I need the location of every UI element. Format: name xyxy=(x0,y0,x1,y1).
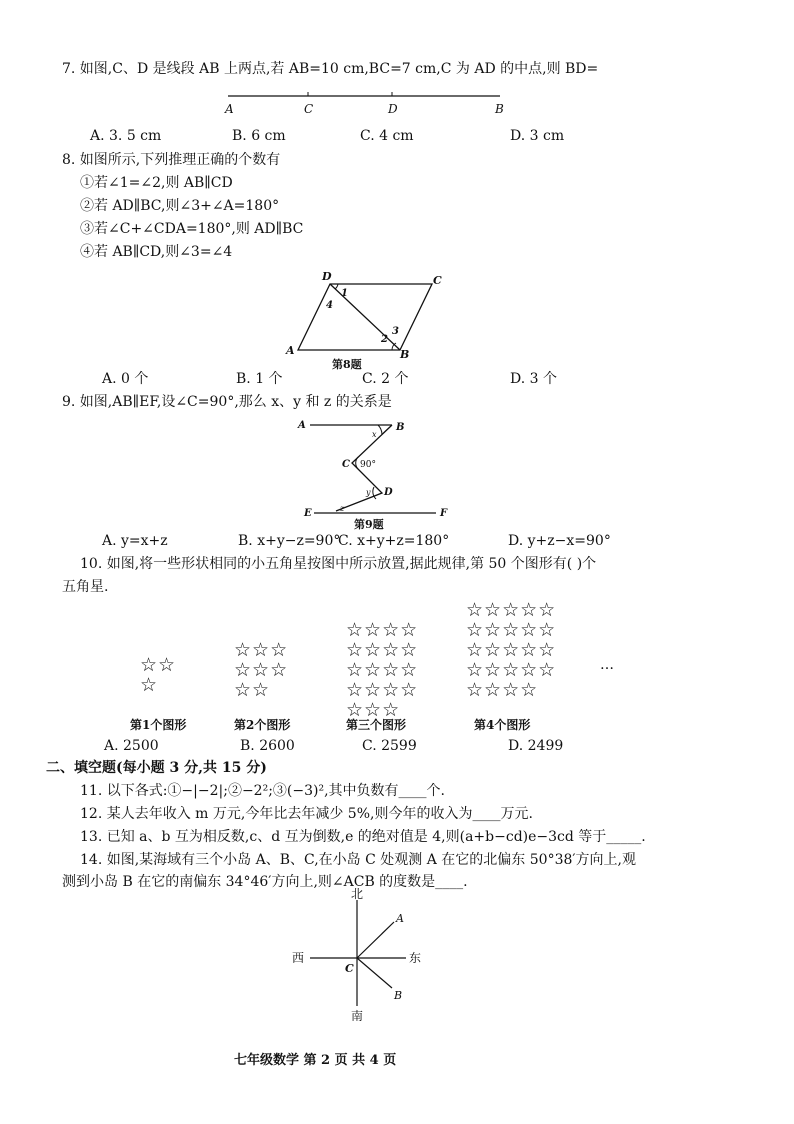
q12: 12. 某人去年收入 m 万元,今年比去年减少 5%,则今年的收入为____万元. xyxy=(80,806,533,822)
q10-caption-4: 第4个图形 xyxy=(474,718,531,732)
q8-label-d: D xyxy=(322,270,332,283)
q7-option-c: C. 4 cm xyxy=(360,128,414,144)
q10-option-a: A. 2500 xyxy=(104,738,159,754)
q10-caption-1: 第1个图形 xyxy=(130,718,187,732)
q8-label-b: B xyxy=(400,348,410,361)
q14-compass-figure xyxy=(282,888,442,1028)
q7-stem: 7. 如图,C、D 是线段 AB 上两点,若 AB=10 cm,BC=7 cm,C 为 AD 的中点,则 BD= xyxy=(62,61,599,77)
q8-caption: 第8题 xyxy=(332,358,362,371)
q9-option-d: D. y+z−x=90° xyxy=(508,533,611,549)
q10-ellipsis: … xyxy=(600,657,614,673)
q10-stem-line1: 10. 如图,将一些形状相同的小五角星按图中所示放置,据此规律,第 50 个图形有( )个 xyxy=(80,556,597,572)
q9-stem: 9. 如图,AB∥EF,设∠C=90°,那么 x、y 和 z 的关系是 xyxy=(62,394,392,410)
q8-item-4: ④若 AB∥CD,则∠3=∠4 xyxy=(80,244,233,260)
q9-angle-90: 90° xyxy=(360,460,376,470)
q10-figure-4-stars: ☆☆☆☆☆ ☆☆☆☆☆ ☆☆☆☆☆ ☆☆☆☆☆ ☆☆☆☆ xyxy=(466,599,557,701)
q10-caption-3: 第三个图形 xyxy=(346,718,407,732)
q8-item-1: ①若∠1=∠2,则 AB∥CD xyxy=(80,175,233,191)
q14-line2: 测到小岛 B 在它的南偏东 34°46′方向上,则∠ACB 的度数是____. xyxy=(62,874,468,890)
q8-angle-4: 4 xyxy=(326,300,333,311)
q13: 13. 已知 a、b 互为相反数,c、d 互为倒数,e 的绝对值是 4,则(a+b−cd)e−3cd 等于_____. xyxy=(80,829,646,845)
q14-label-a: A xyxy=(396,912,404,925)
q10-stem-line2: 五角星. xyxy=(62,579,109,595)
q10-option-d: D. 2499 xyxy=(508,738,564,754)
q9-option-c: C. x+y+z=180° xyxy=(338,533,450,549)
q9-label-e: E xyxy=(304,508,312,519)
q9-option-a: A. y=x+z xyxy=(102,533,168,549)
q8-angle-3: 3 xyxy=(392,326,399,337)
q7-label-d: D xyxy=(388,102,398,116)
q8-stem: 8. 如图所示,下列推理正确的个数有 xyxy=(62,152,281,168)
q8-angle-2: 2 xyxy=(381,334,388,345)
q9-var-y: y xyxy=(366,488,371,497)
q7-label-a: A xyxy=(225,102,234,116)
q14-line1: 14. 如图,某海域有三个小岛 A、B、C,在小岛 C 处观测 A 在它的北偏东 50°38′方向上,观 xyxy=(80,852,637,868)
q14-label-b: B xyxy=(394,989,403,1002)
q8-label-c: C xyxy=(433,274,442,287)
q10-figure-1-stars: ☆☆ ☆ xyxy=(140,654,177,696)
q9-option-b: B. x+y−z=90° xyxy=(238,533,341,549)
q14-west-label: 西 xyxy=(292,951,305,965)
q10-option-c: C. 2599 xyxy=(362,738,417,754)
q10-caption-2: 第2个图形 xyxy=(234,718,291,732)
q8-label-a: A xyxy=(286,344,295,357)
q14-north-label: 北 xyxy=(351,887,364,901)
q9-caption: 第9题 xyxy=(354,518,384,531)
q8-parallelogram-figure xyxy=(280,268,480,368)
q8-item-2: ②若 AD∥BC,则∠3+∠A=180° xyxy=(80,198,280,214)
q10-figure-3-stars: ☆☆☆☆ ☆☆☆☆ ☆☆☆☆ ☆☆☆☆ ☆☆☆ xyxy=(346,619,419,721)
q8-option-b: B. 1 个 xyxy=(236,371,283,387)
q9-label-c: C xyxy=(342,459,350,470)
q8-option-c: C. 2 个 xyxy=(362,371,409,387)
q7-segment-figure xyxy=(0,88,794,118)
q11: 11. 以下各式:①−|−2|;②−2²;③(−3)²,其中负数有____个. xyxy=(80,783,445,799)
q7-label-c: C xyxy=(304,102,314,116)
q14-label-c: C xyxy=(345,962,354,975)
q7-option-b: B. 6 cm xyxy=(232,128,286,144)
page-footer: 七年级数学 第 2 页 共 4 页 xyxy=(234,1053,397,1068)
q8-option-d: D. 3 个 xyxy=(510,371,557,387)
section-2-heading: 二、填空题(每小题 3 分,共 15 分) xyxy=(46,760,267,776)
q9-label-d: D xyxy=(384,487,393,498)
q8-option-a: A. 0 个 xyxy=(102,371,149,387)
q9-label-a: A xyxy=(298,420,306,431)
q7-option-d: D. 3 cm xyxy=(510,128,565,144)
q9-var-x: x xyxy=(372,430,377,439)
q14-east-label: 东 xyxy=(409,951,422,965)
q9-label-b: B xyxy=(396,422,405,433)
q8-item-3: ③若∠C+∠CDA=180°,则 AD∥BC xyxy=(80,221,304,237)
q14-south-label: 南 xyxy=(351,1009,364,1023)
q9-zigzag-figure xyxy=(296,415,476,525)
q7-label-b: B xyxy=(495,102,504,116)
q9-label-f: F xyxy=(440,508,448,519)
q10-option-b: B. 2600 xyxy=(240,738,295,754)
q7-option-a: A. 3. 5 cm xyxy=(90,128,162,144)
q8-angle-1: 1 xyxy=(341,288,348,299)
q9-var-z: z xyxy=(340,504,345,513)
q10-figure-2-stars: ☆☆☆ ☆☆☆ ☆☆ xyxy=(234,639,289,701)
